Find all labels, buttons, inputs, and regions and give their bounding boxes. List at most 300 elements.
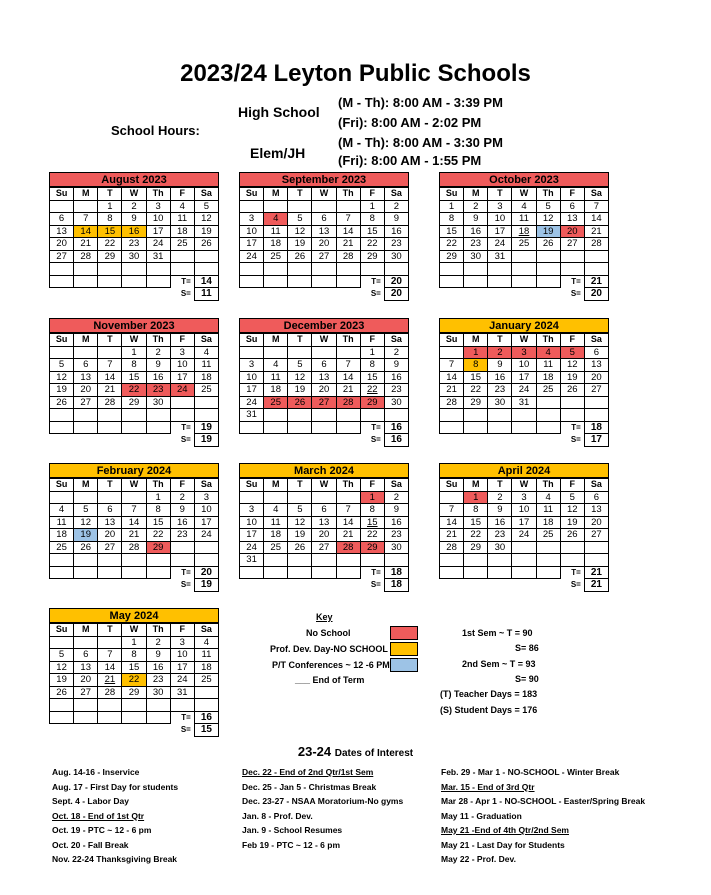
- day-cell: 24: [240, 396, 264, 409]
- day-cell: 24: [170, 674, 194, 687]
- month-grid: [49, 623, 219, 737]
- empty-cell: [74, 421, 98, 434]
- empty-cell: [98, 636, 122, 649]
- day-cell: 5: [560, 346, 584, 359]
- weekday-label: W: [512, 188, 536, 201]
- page-title: 2023/24 Leyton Public Schools: [180, 60, 531, 87]
- empty-cell: [194, 409, 218, 422]
- day-cell: 17: [240, 529, 264, 542]
- day-cell: 29: [122, 686, 146, 699]
- weekday-label: Sa: [194, 624, 218, 637]
- day-cell: 31: [512, 396, 536, 409]
- day-cell: 12: [194, 213, 218, 226]
- student-days-total: (S) Student Days = 176: [440, 705, 538, 715]
- empty-cell: [288, 566, 312, 579]
- empty-cell: [384, 554, 408, 567]
- weekday-label: Th: [146, 479, 170, 492]
- empty-cell: [336, 554, 360, 567]
- month-grid: [49, 478, 219, 592]
- month-grid: [239, 187, 409, 301]
- day-cell: 15: [146, 516, 170, 529]
- student-days-label: S=: [570, 289, 581, 299]
- weekday-label: Su: [50, 479, 74, 492]
- day-cell: 22: [360, 529, 384, 542]
- day-cell: 15: [440, 225, 464, 238]
- day-cell: 12: [50, 661, 74, 674]
- empty-cell: [464, 434, 488, 447]
- day-cell: 15: [360, 516, 384, 529]
- day-cell: 2: [170, 491, 194, 504]
- day-cell: 6: [74, 359, 98, 372]
- weekday-label: M: [264, 188, 288, 201]
- weekday-label: Th: [336, 479, 360, 492]
- ej-mon-thu-hours: (M - Th): 8:00 AM - 3:30 PM: [338, 135, 503, 150]
- key-no-school-label: No School: [306, 628, 351, 638]
- month-header: October 2023: [439, 172, 609, 187]
- day-cell: 14: [336, 371, 360, 384]
- calendar-february-2024: [49, 463, 219, 592]
- teacher-days-value: 16: [384, 421, 408, 434]
- day-cell: 17: [512, 516, 536, 529]
- day-cell: 18: [194, 661, 218, 674]
- day-cell: 14: [98, 661, 122, 674]
- month-grid: [49, 333, 219, 447]
- day-cell: 5: [288, 504, 312, 517]
- weekday-label: T: [98, 479, 122, 492]
- empty-cell: [488, 554, 512, 567]
- empty-cell: [146, 554, 170, 567]
- empty-cell: [170, 699, 194, 712]
- day-cell: 9: [384, 359, 408, 372]
- day-cell: 2: [384, 346, 408, 359]
- key-title: Key: [316, 612, 333, 622]
- day-cell: 27: [584, 384, 608, 397]
- day-cell: 13: [560, 213, 584, 226]
- day-cell: 1: [122, 636, 146, 649]
- teacher-days-value: 20: [384, 275, 408, 288]
- empty-cell: [50, 566, 74, 579]
- weekday-label: W: [312, 334, 336, 347]
- day-cell: 27: [560, 238, 584, 251]
- empty-cell: [440, 566, 464, 579]
- day-cell: 10: [512, 359, 536, 372]
- empty-cell: [50, 421, 74, 434]
- day-cell: 30: [122, 250, 146, 263]
- month-header: March 2024: [239, 463, 409, 478]
- weekday-label: M: [464, 188, 488, 201]
- weekday-label: M: [464, 479, 488, 492]
- empty-cell: [74, 711, 98, 724]
- empty-cell: [384, 409, 408, 422]
- empty-cell: [536, 250, 560, 263]
- empty-cell: [74, 554, 98, 567]
- empty-cell: [288, 554, 312, 567]
- day-cell: 5: [50, 649, 74, 662]
- date-of-interest-item: Dec. 23-27 - NSAA Moratorium-No gyms: [242, 796, 404, 806]
- empty-cell: [336, 288, 360, 301]
- day-cell: 21: [336, 384, 360, 397]
- empty-cell: [98, 434, 122, 447]
- day-cell: 12: [288, 516, 312, 529]
- empty-cell: [560, 541, 584, 554]
- empty-cell: [264, 566, 288, 579]
- student-days-label: S=: [180, 289, 191, 299]
- empty-cell: [98, 711, 122, 724]
- day-cell: 4: [264, 213, 288, 226]
- day-cell: 14: [74, 225, 98, 238]
- student-days-value: 11: [194, 288, 218, 301]
- empty-cell: [488, 579, 512, 592]
- empty-cell: [464, 409, 488, 422]
- empty-cell: [288, 579, 312, 592]
- empty-cell: [312, 491, 336, 504]
- day-cell: 22: [146, 529, 170, 542]
- student-days-label: S=: [180, 725, 191, 735]
- empty-cell: [170, 554, 194, 567]
- empty-cell: [194, 699, 218, 712]
- day-cell: 14: [122, 516, 146, 529]
- day-cell: 4: [264, 359, 288, 372]
- day-cell: 31: [170, 686, 194, 699]
- day-cell: 17: [240, 384, 264, 397]
- empty-cell: [194, 263, 218, 276]
- empty-cell: [584, 250, 608, 263]
- weekday-label: M: [464, 334, 488, 347]
- day-cell: 10: [240, 371, 264, 384]
- empty-cell: [584, 541, 608, 554]
- empty-cell: [312, 434, 336, 447]
- day-cell: 2: [122, 200, 146, 213]
- empty-cell: [584, 396, 608, 409]
- empty-cell: [50, 275, 74, 288]
- empty-cell: [98, 579, 122, 592]
- day-cell: 29: [146, 541, 170, 554]
- day-cell: 20: [312, 238, 336, 251]
- day-cell: 27: [312, 396, 336, 409]
- day-cell: 23: [384, 529, 408, 542]
- empty-cell: [288, 434, 312, 447]
- day-cell: 13: [74, 371, 98, 384]
- empty-cell: [488, 434, 512, 447]
- empty-cell: [146, 579, 170, 592]
- empty-cell: [336, 421, 360, 434]
- teacher-days-total: (T) Teacher Days = 183: [440, 689, 538, 699]
- empty-cell: [536, 579, 560, 592]
- day-cell: 23: [146, 674, 170, 687]
- key-end-term-label: ___ End of Term: [295, 675, 365, 685]
- day-cell: 23: [384, 384, 408, 397]
- day-cell: 4: [170, 200, 194, 213]
- day-cell: 15: [360, 225, 384, 238]
- month-header: November 2023: [49, 318, 219, 333]
- weekday-label: Sa: [194, 479, 218, 492]
- empty-cell: [264, 491, 288, 504]
- sem1-teacher-days: 1st Sem ~ T = 90: [462, 628, 533, 638]
- empty-cell: [264, 579, 288, 592]
- weekday-label: Th: [536, 188, 560, 201]
- day-cell: 13: [312, 371, 336, 384]
- weekday-label: Su: [440, 479, 464, 492]
- month-grid: [49, 187, 219, 301]
- empty-cell: [146, 409, 170, 422]
- key-yellow-swatch: [390, 642, 418, 656]
- empty-cell: [536, 434, 560, 447]
- day-cell: 2: [146, 346, 170, 359]
- day-cell: 19: [288, 238, 312, 251]
- day-cell: 13: [312, 516, 336, 529]
- day-cell: 27: [312, 250, 336, 263]
- empty-cell: [288, 346, 312, 359]
- weekday-label: W: [122, 334, 146, 347]
- student-days-label: S=: [570, 435, 581, 445]
- day-cell: 15: [360, 371, 384, 384]
- day-cell: 12: [50, 371, 74, 384]
- student-days-value: 20: [384, 288, 408, 301]
- weekday-label: Sa: [194, 188, 218, 201]
- day-cell: 28: [336, 250, 360, 263]
- teacher-days-label: T=: [371, 568, 381, 577]
- empty-cell: [240, 346, 264, 359]
- day-cell: 22: [464, 529, 488, 542]
- day-cell: 11: [536, 504, 560, 517]
- weekday-label: F: [360, 188, 384, 201]
- day-cell: 8: [98, 213, 122, 226]
- teacher-days-value: 18: [584, 421, 608, 434]
- day-cell: 24: [512, 529, 536, 542]
- empty-cell: [50, 699, 74, 712]
- teacher-days-value: 21: [584, 275, 608, 288]
- day-cell: 4: [512, 200, 536, 213]
- empty-cell: [536, 263, 560, 276]
- empty-cell: [536, 288, 560, 301]
- day-cell: 3: [170, 346, 194, 359]
- empty-cell: [336, 491, 360, 504]
- weekday-label: T: [288, 479, 312, 492]
- day-cell: 3: [146, 200, 170, 213]
- day-cell: 6: [98, 504, 122, 517]
- student-days-value: 21: [584, 579, 608, 592]
- date-of-interest-item: Mar. 15 - End of 3rd Qtr: [441, 781, 535, 792]
- empty-cell: [122, 724, 146, 737]
- calendar-december-2023: [239, 318, 409, 447]
- empty-cell: [264, 275, 288, 288]
- day-cell: 9: [384, 504, 408, 517]
- month-header: August 2023: [49, 172, 219, 187]
- weekday-label: Su: [440, 334, 464, 347]
- empty-cell: [240, 288, 264, 301]
- empty-cell: [560, 409, 584, 422]
- day-cell: 28: [584, 238, 608, 251]
- date-of-interest-item: Oct. 20 - Fall Break: [52, 839, 129, 850]
- teacher-days-value: 21: [584, 566, 608, 579]
- weekday-label: M: [264, 479, 288, 492]
- day-cell: 6: [312, 359, 336, 372]
- empty-cell: [194, 541, 218, 554]
- day-cell: 10: [170, 649, 194, 662]
- empty-cell: [288, 275, 312, 288]
- day-cell: 1: [440, 200, 464, 213]
- day-cell: 27: [98, 541, 122, 554]
- day-cell: 30: [488, 541, 512, 554]
- weekday-label: T: [288, 334, 312, 347]
- empty-cell: [98, 421, 122, 434]
- calendar-august-2023: [49, 172, 219, 301]
- day-cell: 14: [584, 213, 608, 226]
- weekday-label: T: [288, 188, 312, 201]
- sem2-teacher-days: 2nd Sem ~ T = 93: [462, 659, 536, 669]
- day-cell: 24: [146, 238, 170, 251]
- month-header: September 2023: [239, 172, 409, 187]
- date-of-interest-item: May 21 -End of 4th Qtr/2nd Sem: [441, 825, 569, 835]
- empty-cell: [264, 200, 288, 213]
- day-cell: 28: [336, 396, 360, 409]
- weekday-label: Su: [50, 188, 74, 201]
- day-cell: 6: [312, 504, 336, 517]
- day-cell: 2: [488, 491, 512, 504]
- day-cell: 15: [98, 225, 122, 238]
- empty-cell: [512, 250, 536, 263]
- date-of-interest-item: Feb 19 - PTC ~ 12 - 6 pm: [242, 839, 341, 850]
- hs-mon-thu-hours: (M - Th): 8:00 AM - 3:39 PM: [338, 95, 503, 110]
- empty-cell: [440, 288, 464, 301]
- weekday-label: Sa: [384, 334, 408, 347]
- day-cell: 22: [360, 238, 384, 251]
- month-grid: [439, 333, 609, 447]
- day-cell: 10: [512, 504, 536, 517]
- day-cell: 29: [98, 250, 122, 263]
- day-cell: 3: [240, 504, 264, 517]
- day-cell: 8: [122, 359, 146, 372]
- day-cell: 7: [584, 200, 608, 213]
- empty-cell: [50, 200, 74, 213]
- day-cell: 1: [360, 346, 384, 359]
- weekday-label: F: [170, 479, 194, 492]
- day-cell: 7: [336, 213, 360, 226]
- day-cell: 6: [584, 491, 608, 504]
- day-cell: 18: [50, 529, 74, 542]
- empty-cell: [440, 491, 464, 504]
- day-cell: 2: [464, 200, 488, 213]
- day-cell: 26: [74, 541, 98, 554]
- day-cell: 29: [360, 250, 384, 263]
- student-days-label: S=: [180, 580, 191, 590]
- teacher-days-value: 16: [194, 711, 218, 724]
- day-cell: 13: [74, 661, 98, 674]
- weekday-label: Su: [50, 624, 74, 637]
- weekday-label: M: [74, 624, 98, 637]
- day-cell: 26: [560, 529, 584, 542]
- teacher-days-value: 20: [194, 566, 218, 579]
- day-cell: 14: [98, 371, 122, 384]
- day-cell: 11: [194, 649, 218, 662]
- empty-cell: [74, 724, 98, 737]
- date-of-interest-item: Feb. 29 - Mar 1 - NO-SCHOOL - Winter Break: [441, 767, 620, 777]
- day-cell: 20: [50, 238, 74, 251]
- key-red-swatch: [390, 626, 418, 640]
- weekday-label: Sa: [584, 479, 608, 492]
- weekday-label: W: [312, 188, 336, 201]
- day-cell: 21: [336, 529, 360, 542]
- weekday-label: Su: [50, 334, 74, 347]
- weekday-label: W: [122, 624, 146, 637]
- empty-cell: [336, 566, 360, 579]
- day-cell: 14: [336, 516, 360, 529]
- hs-friday-hours: (Fri): 8:00 AM - 2:02 PM: [338, 115, 482, 130]
- day-cell: 19: [50, 384, 74, 397]
- empty-cell: [584, 554, 608, 567]
- day-cell: 18: [536, 371, 560, 384]
- day-cell: 27: [74, 686, 98, 699]
- day-cell: 24: [170, 384, 194, 397]
- day-cell: 8: [360, 213, 384, 226]
- student-days-value: 19: [194, 434, 218, 447]
- weekday-label: F: [360, 479, 384, 492]
- empty-cell: [122, 566, 146, 579]
- student-days-label: S=: [370, 580, 381, 590]
- doi-heading-year: 23-24: [297, 744, 332, 759]
- day-cell: 11: [170, 213, 194, 226]
- empty-cell: [240, 434, 264, 447]
- empty-cell: [512, 288, 536, 301]
- weekday-label: T: [98, 334, 122, 347]
- empty-cell: [512, 579, 536, 592]
- day-cell: 10: [240, 516, 264, 529]
- day-cell: 18: [170, 225, 194, 238]
- weekday-label: T: [98, 188, 122, 201]
- student-days-value: 19: [194, 579, 218, 592]
- weekday-label: F: [560, 479, 584, 492]
- day-cell: 25: [194, 674, 218, 687]
- day-cell: 13: [584, 359, 608, 372]
- day-cell: 7: [440, 504, 464, 517]
- day-cell: 5: [536, 200, 560, 213]
- empty-cell: [74, 346, 98, 359]
- day-cell: 23: [384, 238, 408, 251]
- day-cell: 11: [264, 516, 288, 529]
- day-cell: 22: [360, 384, 384, 397]
- day-cell: 18: [512, 225, 536, 238]
- empty-cell: [312, 421, 336, 434]
- day-cell: 7: [98, 359, 122, 372]
- day-cell: 25: [264, 396, 288, 409]
- day-cell: 31: [488, 250, 512, 263]
- empty-cell: [50, 409, 74, 422]
- weekday-label: T: [488, 188, 512, 201]
- day-cell: 25: [264, 250, 288, 263]
- empty-cell: [536, 275, 560, 288]
- weekday-label: M: [74, 188, 98, 201]
- empty-cell: [98, 288, 122, 301]
- day-cell: 17: [194, 516, 218, 529]
- empty-cell: [50, 579, 74, 592]
- day-cell: 10: [488, 213, 512, 226]
- day-cell: 19: [50, 674, 74, 687]
- day-cell: 7: [336, 504, 360, 517]
- empty-cell: [170, 263, 194, 276]
- empty-cell: [74, 579, 98, 592]
- date-of-interest-item: Oct. 18 - End of 1st Qtr: [52, 810, 145, 821]
- empty-cell: [288, 409, 312, 422]
- empty-cell: [122, 554, 146, 567]
- day-cell: 17: [240, 238, 264, 251]
- day-cell: 13: [312, 225, 336, 238]
- weekday-label: Th: [536, 479, 560, 492]
- student-days-value: 15: [194, 724, 218, 737]
- day-cell: 10: [240, 225, 264, 238]
- day-cell: 3: [512, 346, 536, 359]
- empty-cell: [488, 421, 512, 434]
- empty-cell: [440, 421, 464, 434]
